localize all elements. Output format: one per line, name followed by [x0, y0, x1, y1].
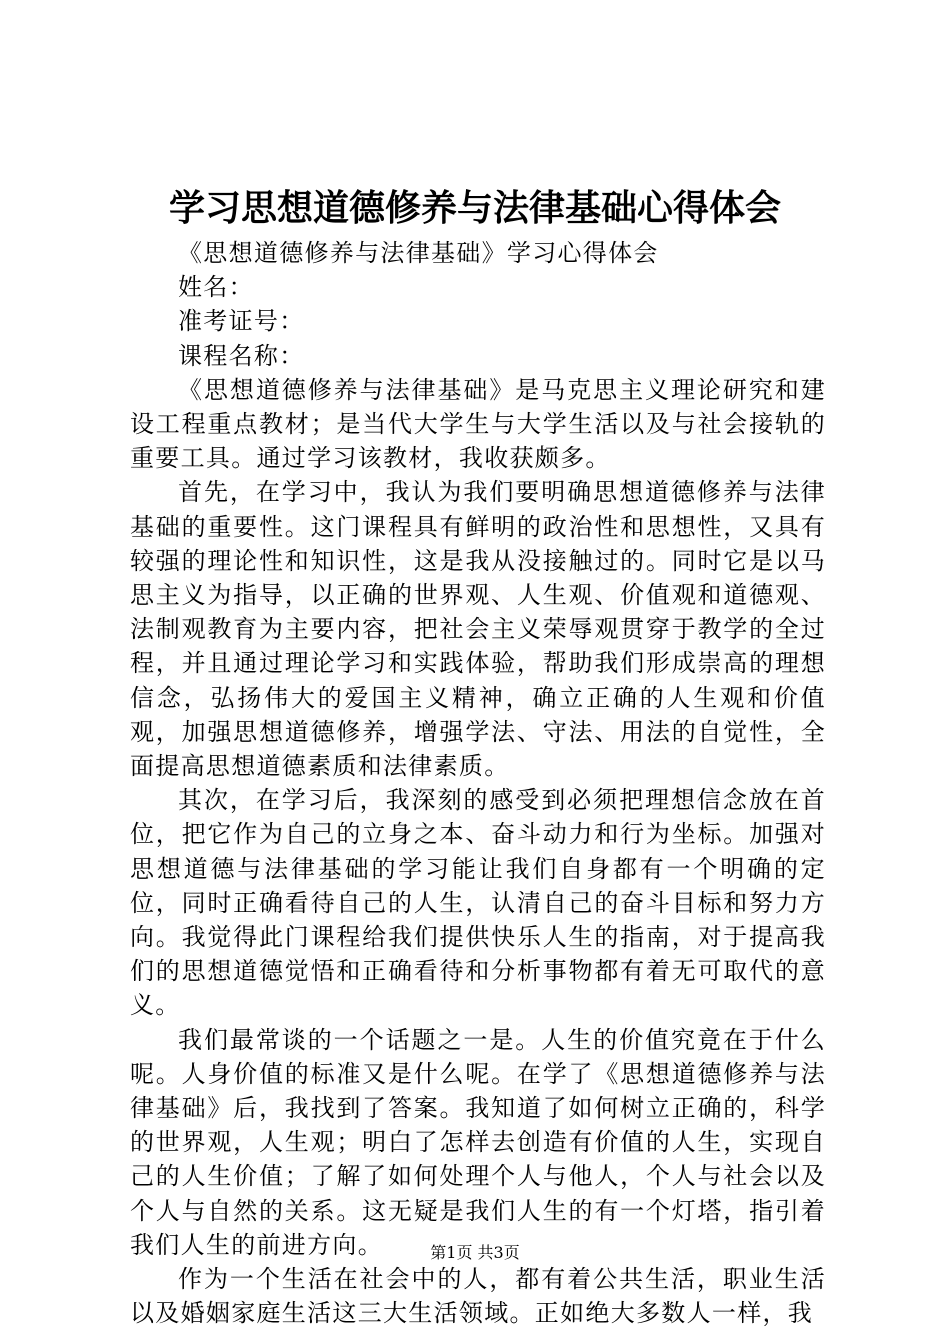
body-paragraph-second: 其次，在学习后，我深刻的感受到必须把理想信念放在首位，把它作为自己的立身之本、奋斗动力和行为坐标。加强对思想道德与法律基础的学习能让我们自身都有一个明确的定位，同时正确看待自己的人生，认清自己的奋斗目标和努力方向。我觉得此门课程给我们提供快乐人生的指南，对于提高我们的思想道德觉悟和正确看待和分析事物都有着无可取代的意义。: [130, 786, 826, 1020]
body-paragraph-social-life: 作为一个生活在社会中的人，都有着公共生活，职业生活以及婚姻家庭生活这三大生活领域。正如绝大多数人一样，我: [130, 1265, 826, 1328]
subtitle-paragraph: 《思想道德修养与法律基础》学习心得体会: [178, 239, 659, 267]
body-paragraph-intro: 《思想道德修养与法律基础》是马克思主义理论研究和建设工程重点教材；是当代大学生与大学生活以及与社会接轨的重要工具。通过学习该教材，我收获颇多。: [130, 375, 826, 473]
body-paragraph-first: 首先，在学习中，我认为我们要明确思想道德修养与法律基础的重要性。这门课程具有鲜明的政治性和思想性，又具有较强的理论性和知识性，这是我从没接触过的。同时它是以马思主义为指导，以正确的世界观、人生观、价值观和道德观、法制观教育为主要内容，把社会主义荣辱观贯穿于教学的全过程，并且通过理论学习和实践体验，帮助我们形成崇高的理想信念，弘扬伟大的爱国主义精神，确立正确的人生观和价值观，加强思想道德修养，增强学法、守法、用法的自觉性，全面提高思想道德素质和法律素质。: [130, 478, 826, 781]
document-title: 学习思想道德修养与法律基础心得体会: [168, 188, 781, 229]
page-footer-page-number: 第1页 共3页: [430, 1243, 520, 1262]
name-field-label: 姓名：: [178, 273, 254, 302]
document-body: [130, 236, 826, 1331]
exam-id-field-label: 准考证号：: [178, 307, 305, 336]
course-name-field-label: 课程名称：: [178, 341, 305, 370]
body-paragraph-life-value: 我们最常谈的一个话题之一是。人生的价值究竟在于什么呢。人身价值的标准又是什么呢。在学了《思想道德修养与法律基础》后，我找到了答案。我知道了如何树立正确的，科学的世界观，人生观；明白了怎样去创造有价值的人生，实现自己的人生价值；了解了如何处理个人与他人，个人与社会以及个人与自然的关系。这无疑是我们人生的有一个灯塔，指引着我们人生的前进方向。: [130, 1025, 826, 1259]
